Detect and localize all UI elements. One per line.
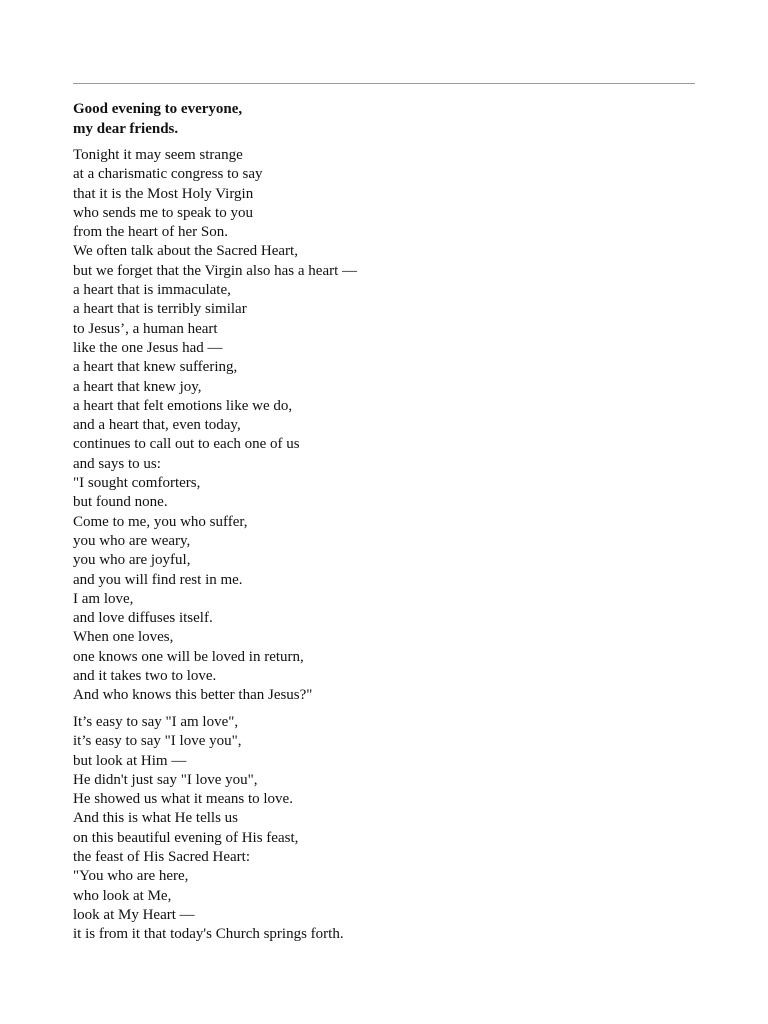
greeting-line: Good evening to everyone, xyxy=(73,101,243,117)
verse-line: it is from it that today's Church springs forth. xyxy=(73,926,344,943)
verse-line: We often talk about the Sacred Heart, xyxy=(73,243,298,260)
verse-line: He didn't just say "I love you", xyxy=(73,771,258,788)
verse-line: continues to call out to each one of us xyxy=(73,436,300,453)
verse-line: who sends me to speak to you xyxy=(73,204,253,221)
verse-line: a heart that is immaculate, xyxy=(73,282,231,299)
verse-line: Come to me, you who suffer, xyxy=(73,513,248,530)
greeting xyxy=(73,99,242,139)
verse-line: and a heart that, even today, xyxy=(73,417,241,434)
verse-line: the feast of His Sacred Heart: xyxy=(73,849,251,866)
stanza-1 xyxy=(73,146,357,706)
verse-line: "You who are here, xyxy=(73,868,189,885)
verse-line: but we forget that the Virgin also has a heart — xyxy=(73,262,358,279)
verse-line: a heart that is terribly similar xyxy=(73,301,247,318)
verse-line: you who are weary, xyxy=(73,532,191,549)
verse-line: And this is what He tells us xyxy=(73,810,238,827)
verse-line: And who knows this better than Jesus?" xyxy=(73,687,313,704)
verse-line: He showed us what it means to love. xyxy=(73,791,293,808)
verse-line: and love diffuses itself. xyxy=(73,610,213,627)
verse-line: to Jesus’, a human heart xyxy=(73,320,218,337)
greeting-line: my dear friends. xyxy=(73,121,179,137)
verse-line: but look at Him — xyxy=(73,752,187,769)
verse-line: on this beautiful evening of His feast, xyxy=(73,829,299,846)
verse-line: but found none. xyxy=(73,494,168,511)
verse-line: and says to us: xyxy=(73,455,161,472)
verse-line: When one loves, xyxy=(73,629,174,646)
stanza-2 xyxy=(73,713,344,945)
verse-line: It’s easy to say "I am love", xyxy=(73,714,239,730)
verse-line: that it is the Most Holy Virgin xyxy=(73,185,254,202)
verse-line: a heart that knew suffering, xyxy=(73,359,238,376)
verse-line: and you will find rest in me. xyxy=(73,571,243,588)
verse-line: it’s easy to say "I love you", xyxy=(73,733,242,750)
verse-line: you who are joyful, xyxy=(73,552,191,569)
verse-line: a heart that knew joy, xyxy=(73,378,202,395)
horizontal-rule xyxy=(73,83,695,84)
verse-line: "I sought comforters, xyxy=(73,475,201,492)
verse-line: at a charismatic congress to say xyxy=(73,166,263,183)
verse-line: who look at Me, xyxy=(73,887,172,904)
verse-line: from the heart of her Son. xyxy=(73,224,228,241)
verse-line: I am love, xyxy=(73,590,134,607)
verse-line: look at My Heart — xyxy=(73,906,195,923)
verse-line: Tonight it may seem strange xyxy=(73,147,243,163)
verse-line: a heart that felt emotions like we do, xyxy=(73,397,293,414)
verse-line: and it takes two to love. xyxy=(73,668,217,685)
verse-line: like the one Jesus had — xyxy=(73,339,223,356)
verse-line: one knows one will be loved in return, xyxy=(73,648,304,665)
